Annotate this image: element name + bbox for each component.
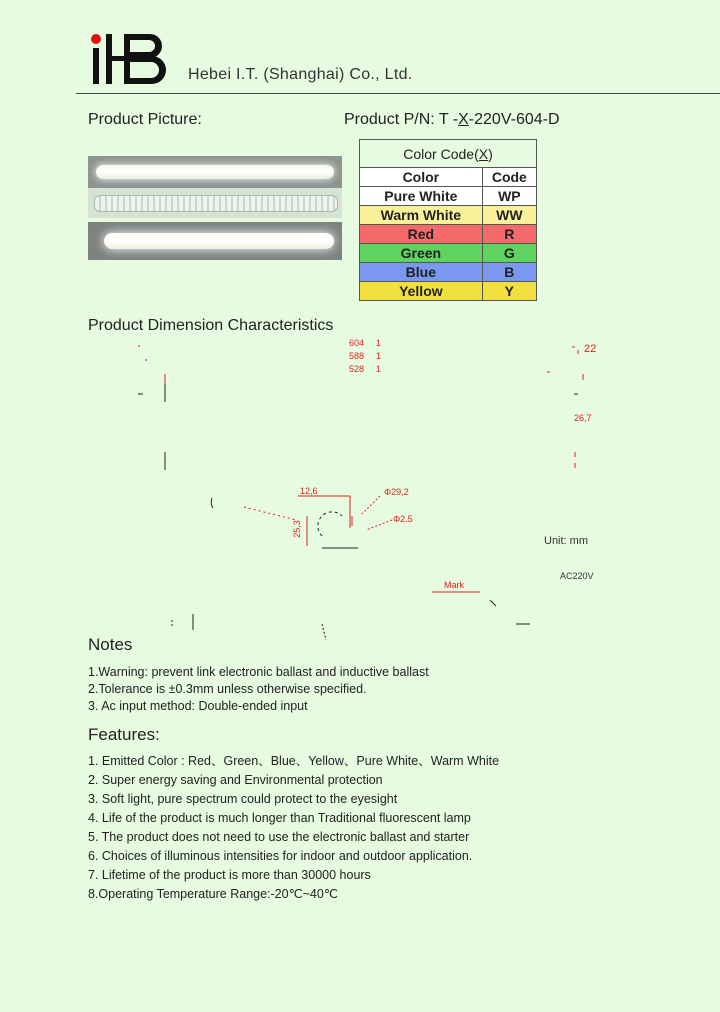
list-item: 2. Super energy saving and Environmental protection <box>88 773 383 787</box>
features-heading: Features: <box>88 725 160 744</box>
list-item: 6. Choices of illuminous intensities for indoor and outdoor application. <box>88 849 473 863</box>
dim-26-7: 26,7 <box>574 413 592 423</box>
table-row: Blue B <box>360 263 537 282</box>
table-row: Pure White WP <box>360 187 537 206</box>
list-item: 2.Tolerance is ±0.3mm unless otherwise specified. <box>88 682 367 696</box>
dim-29-2: Φ29,2 <box>384 487 409 497</box>
dim-22: 22 <box>584 343 597 355</box>
dim-588-tol: 1 <box>376 351 382 361</box>
product-pn-label: Product P/N: T - <box>344 111 459 128</box>
list-item: 8.Operating Temperature Range:-20℃~40℃ <box>88 887 338 901</box>
dimension-drawing <box>0 330 720 640</box>
unit-label: Unit: mm <box>544 535 588 547</box>
product-picture-label: Product Picture: <box>88 111 202 128</box>
product-pn-x: X <box>458 111 469 128</box>
dim-25-3: 25,3 <box>291 520 302 538</box>
header-divider <box>76 93 720 94</box>
mark-label: Mark <box>444 580 464 590</box>
list-item: 7. Lifetime of the product is more than 30000 hours <box>88 868 371 882</box>
tube-photo-lit-top <box>88 156 342 188</box>
ac-label: AC220V <box>560 571 594 581</box>
color-code-table <box>359 139 537 301</box>
dimension-heading: Product Dimension Characteristics <box>88 317 334 334</box>
company-logo <box>84 32 174 86</box>
dim-588: 588 <box>349 351 365 361</box>
notes-list <box>88 664 429 715</box>
table-row: Red R <box>360 225 537 244</box>
dim-604-tol: 1 <box>376 338 382 348</box>
list-item: 5. The product does not need to use the electronic ballast and starter <box>88 830 470 844</box>
list-item: 4. Life of the product is much longer than Traditional fluorescent lamp <box>88 811 471 825</box>
table-row: Warm White WW <box>360 206 537 225</box>
company-name: Hebei I.T. (Shanghai) Co., Ltd. <box>188 66 413 83</box>
list-item: 3. Soft light, pure spectrum could protect to the eyesight <box>88 792 398 806</box>
features-list <box>88 752 499 904</box>
dim-12-6: 12,6 <box>300 486 318 496</box>
tube-photo-lit-bottom <box>88 222 342 260</box>
col-header-code: Code <box>482 168 536 187</box>
dim-528: 528 <box>349 364 365 374</box>
dim-604: 604 <box>349 338 365 348</box>
dim-2-5: Φ2.5 <box>393 514 413 524</box>
product-pn <box>344 111 560 129</box>
color-code-title: Color Code(X) <box>360 140 537 168</box>
tube-photo-unlit <box>88 188 342 218</box>
dim-528-tol: 1 <box>376 364 382 374</box>
list-item: 3. Ac input method: Double-ended input <box>88 699 308 713</box>
list-item: 1.Warning: prevent link electronic ballast and inductive ballast <box>88 665 429 679</box>
table-row: Green G <box>360 244 537 263</box>
col-header-color: Color <box>360 168 483 187</box>
list-item: 1. Emitted Color : Red、Green、Blue、Yellow、Pure White、Warm White <box>88 754 500 768</box>
product-pn-rest: -220V-604-D <box>468 111 560 128</box>
notes-heading: Notes <box>88 635 133 654</box>
table-row: Yellow Y <box>360 282 537 301</box>
